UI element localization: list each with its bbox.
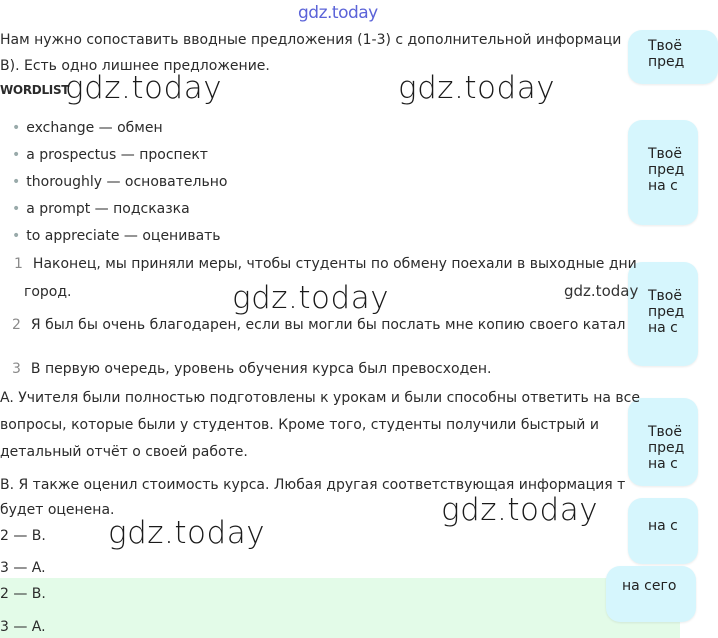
watermark: gdz.today <box>108 515 266 551</box>
answer-line: 2 — B. <box>0 528 46 544</box>
card-text: пред <box>648 54 685 70</box>
watermark: gdz.today <box>441 492 599 528</box>
wordlist-title: WORDLIST <box>0 83 70 97</box>
sentence-1-cont: город. <box>24 284 72 300</box>
answer-line: 3 — A. <box>0 619 46 635</box>
wordlist-item: • thoroughly — основательно <box>12 174 228 190</box>
option-a-line-2: вопросы, которые были у студентов. Кроме того, студенты получили быстрый и <box>0 417 599 433</box>
wordlist-item: • a prompt — подсказка <box>12 201 190 217</box>
card-text: пред <box>648 304 685 320</box>
card-text: на с <box>648 320 678 336</box>
watermark: gdz.today <box>398 70 556 106</box>
sentence-1: 1 Наконец, мы приняли меры, чтобы студенты по обмену поехали в выходные дни <box>14 256 637 272</box>
chat-card-2[interactable] <box>628 120 698 225</box>
card-text: Твоё <box>648 146 682 162</box>
answer-line: 3 — A. <box>0 560 46 576</box>
chat-card-1[interactable] <box>628 30 718 84</box>
watermark: gdz.today <box>65 70 223 106</box>
chat-card-3[interactable] <box>628 262 698 366</box>
card-text: Твоё <box>648 38 682 54</box>
card-text: на с <box>648 456 678 472</box>
intro-line-1: Нам нужно сопоставить вводные предложения (1-3) с дополнительной информаци <box>0 32 622 48</box>
bullet-icon: • <box>12 228 21 244</box>
card-text: пред <box>648 162 685 178</box>
chat-card-5[interactable] <box>628 498 698 564</box>
option-a-line-1: A. Учителя были полностью подготовлены к урокам и были способны ответить на все <box>0 390 640 406</box>
watermark-top: gdz.today <box>298 3 378 23</box>
sentence-3: 3 В первую очередь, уровень обучения курса был превосходен. <box>12 361 492 377</box>
bullet-icon: • <box>12 147 21 163</box>
card-text: на с <box>648 178 678 194</box>
card-text: Твоё <box>648 288 682 304</box>
option-b-line-1: B. Я также оценил стоимость курса. Любая другая соответствующая информация т <box>0 477 626 493</box>
wordlist-item: • exchange — обмен <box>12 120 163 136</box>
wordlist-item: • a prospectus — проспект <box>12 147 208 163</box>
option-b-line-2: будет оценена. <box>0 502 115 518</box>
chat-card-6[interactable] <box>606 566 696 622</box>
bullet-icon: • <box>12 201 21 217</box>
card-text: на сего <box>622 578 677 594</box>
answer-highlight-band <box>0 578 680 638</box>
chat-card-4[interactable] <box>628 398 698 486</box>
bullet-icon: • <box>12 120 21 136</box>
watermark-small: gdz.today <box>564 282 639 300</box>
answer-line: 2 — B. <box>0 586 46 602</box>
bullet-icon: • <box>12 174 21 190</box>
card-text: на с <box>648 518 678 534</box>
watermark: gdz.today <box>232 280 390 316</box>
card-text: Твоё <box>648 424 682 440</box>
card-text: пред <box>648 440 685 456</box>
sentence-2: 2 Я был бы очень благодарен, если вы могли бы послать мне копию своего катал <box>12 317 626 333</box>
intro-line-2: В). Есть одно лишнее предложение. <box>0 58 270 74</box>
option-a-line-3: детальный отчёт о своей работе. <box>0 444 248 460</box>
wordlist-item: • to appreciate — оценивать <box>12 228 221 244</box>
